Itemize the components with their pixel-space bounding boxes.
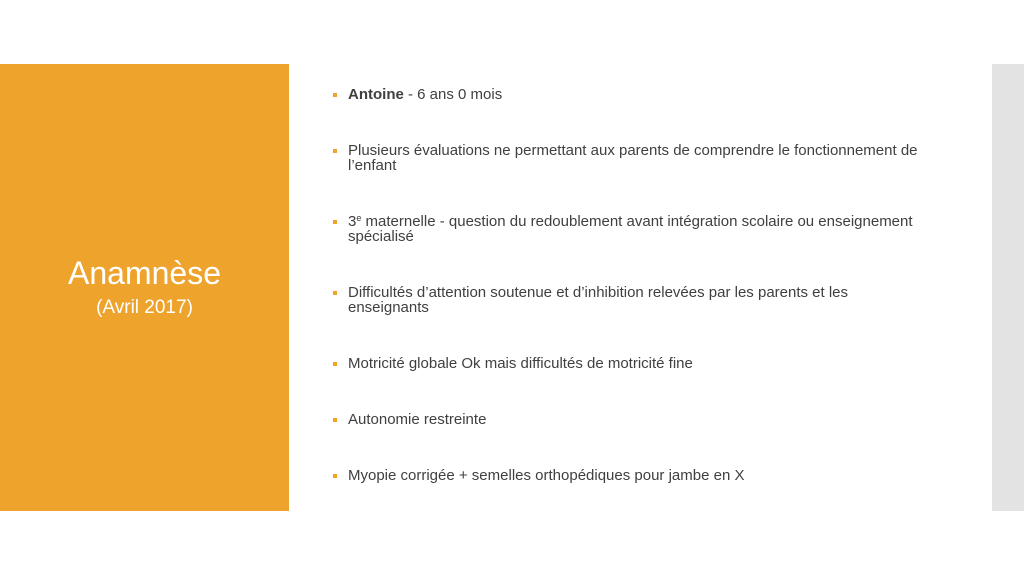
bullet-text: Difficultés d’attention soutenue et d’inhibition relevées par les parents et les enseignants (348, 284, 849, 316)
bullet-marker-icon (333, 220, 337, 224)
bullet-item-patient (333, 87, 923, 102)
bullet-marker-icon (333, 291, 337, 295)
bullet-item-attention (333, 285, 923, 315)
bullet-text: Autonomie restreinte (348, 411, 487, 428)
grade-superscript: e (356, 213, 362, 223)
bullet-marker-icon (333, 149, 337, 153)
bullet-text: Plusieurs évaluations ne permettant aux parents de comprendre le fonctionnement de l’enfant (348, 142, 918, 174)
grade-number: 3 (348, 213, 357, 230)
bullet-marker-icon (333, 474, 337, 478)
bullet-item-evaluations (333, 143, 923, 173)
slide-title: Anamnèse (68, 255, 221, 291)
bullet-marker-icon (333, 362, 337, 366)
patient-age: - 6 ans 0 mois (403, 86, 503, 103)
title-panel (0, 64, 289, 511)
bullet-text: Myopie corrigée + semelles orthopédiques pour jambe en X (348, 467, 745, 484)
slide-subtitle: (Avril 2017) (96, 297, 193, 318)
bullet-marker-icon (333, 418, 337, 422)
bullet-text (348, 214, 923, 244)
bullet-item-myopia (333, 468, 923, 483)
grade-detail: maternelle - question du redoublement avant intégration scolaire ou enseignement spécialisé (348, 213, 913, 245)
bullet-text (348, 87, 923, 102)
patient-name: Antoine (348, 86, 404, 103)
bullet-item-school-level (333, 214, 923, 244)
side-strip (992, 64, 1024, 511)
bullet-marker-icon (333, 93, 337, 97)
bullet-item-motor-skills (333, 356, 923, 371)
bullet-item-autonomy (333, 412, 923, 427)
bullet-text: Motricité globale Ok mais difficultés de motricité fine (348, 355, 693, 372)
